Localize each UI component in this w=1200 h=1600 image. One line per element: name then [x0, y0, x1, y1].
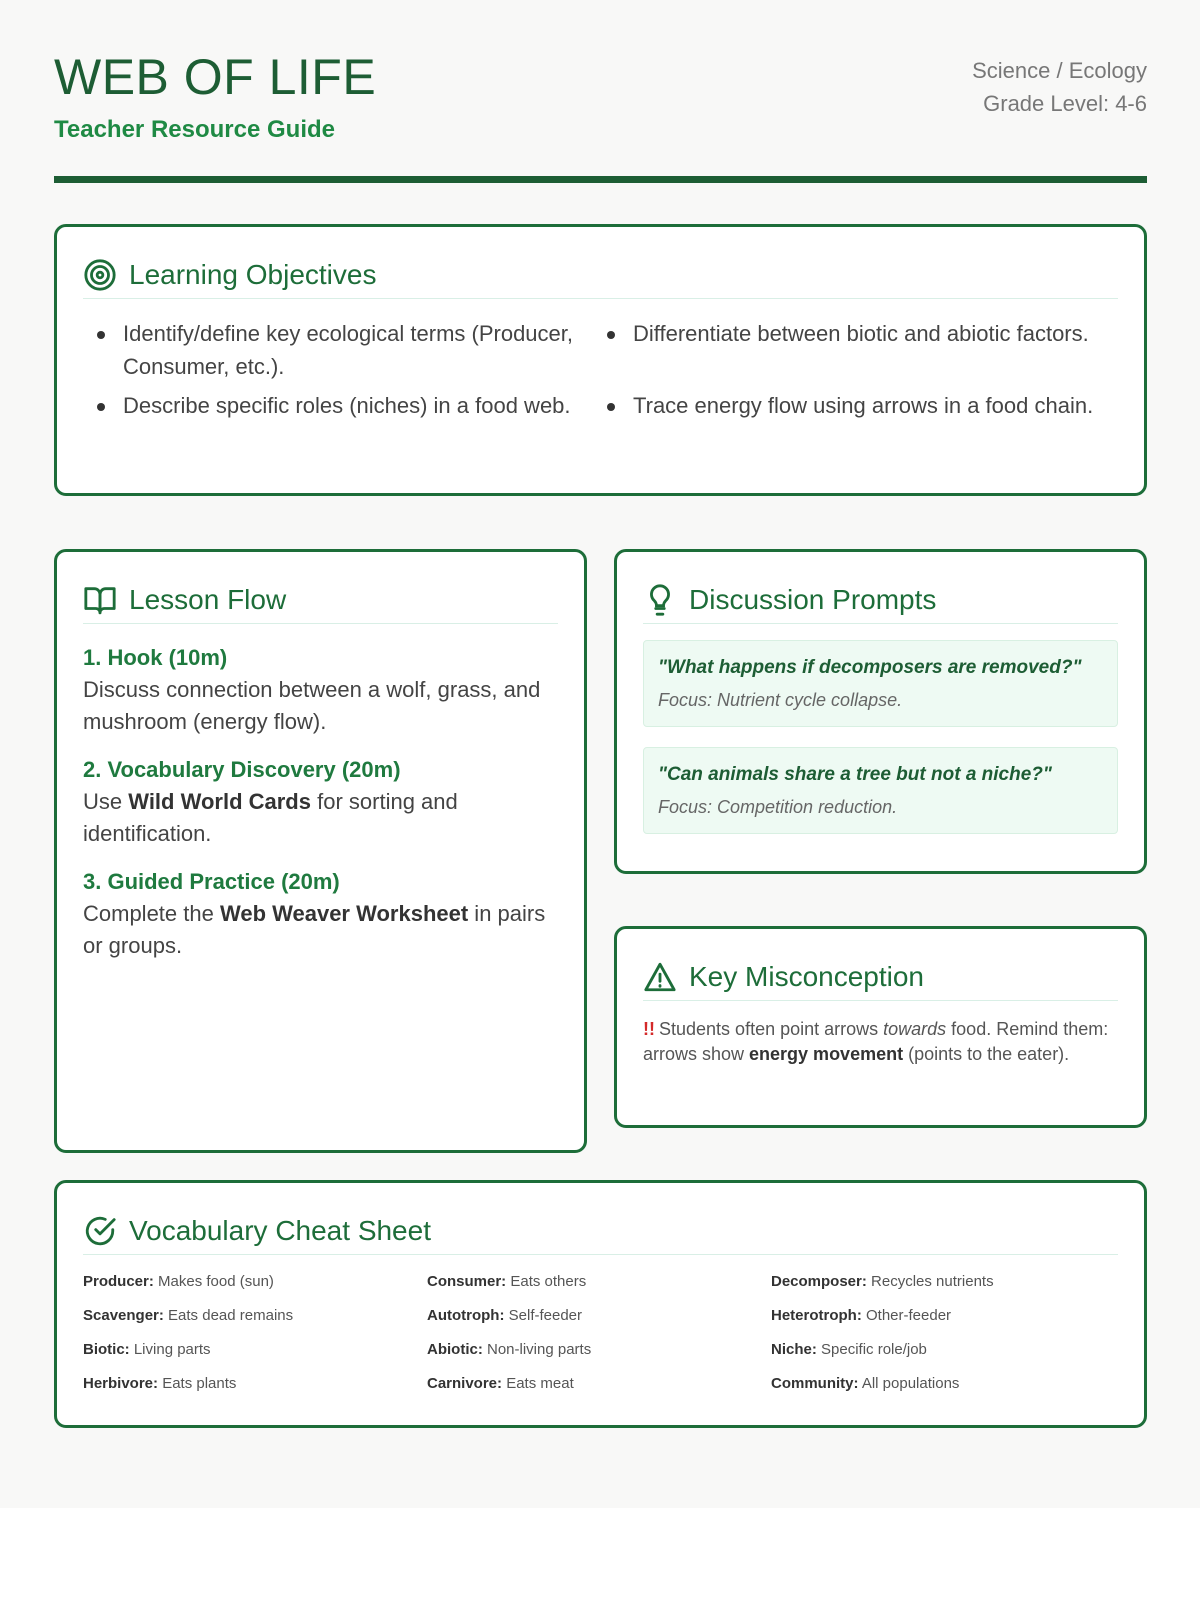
vocab-term: Producer: Makes food (sun)	[83, 1273, 274, 1290]
misconception-text: !! Students often point arrows towards food. Remind them: arrows show energy movement (points to the eater).	[643, 1019, 1109, 1064]
document-meta	[972, 54, 1147, 120]
prompt-question: "What happens if decomposers are removed?"	[658, 657, 1082, 678]
lightbulb-icon	[643, 583, 677, 617]
step-title: 2. Vocabulary Discovery (20m)	[83, 757, 401, 782]
warning-icon	[643, 960, 677, 994]
vocab-term: Autotroph: Self-feeder	[427, 1307, 583, 1324]
prompt-focus: Focus: Competition reduction.	[658, 797, 898, 817]
document-subtitle: Teacher Resource Guide	[54, 116, 335, 143]
objective-item: Describe specific roles (niches) in a food web.	[95, 389, 605, 422]
lesson-step	[83, 642, 558, 738]
document-title: WEB OF LIFE	[54, 49, 377, 105]
lesson-step	[83, 866, 558, 962]
prompt-focus: Focus: Nutrient cycle collapse.	[658, 690, 903, 710]
resource-name: Web Weaver Worksheet	[219, 901, 469, 926]
vocab-term: Carnivore: Eats meat	[427, 1375, 574, 1392]
learning-objectives-card	[54, 224, 1147, 496]
vocab-term: Abiotic: Non-living parts	[427, 1341, 592, 1358]
vocab-term: Community: All populations	[771, 1375, 960, 1392]
discussion-prompt	[643, 640, 1118, 727]
lesson-flow-card	[54, 549, 587, 1153]
card-title: Key Misconception	[689, 960, 925, 992]
discussion-prompts-card	[614, 549, 1147, 874]
document-header	[54, 48, 1147, 186]
objective-item: Trace energy flow using arrows in a food chain.	[605, 389, 1115, 422]
grade-label: Grade Level: 4-6	[983, 91, 1147, 116]
subject-label: Science / Ecology	[972, 58, 1147, 83]
target-icon	[83, 258, 117, 292]
card-header	[643, 576, 1118, 624]
header-divider	[54, 176, 1147, 183]
step-body: Complete the Web Weaver Worksheet in pairs or groups.	[83, 901, 546, 958]
vocab-term: Niche: Specific role/job	[771, 1341, 927, 1358]
book-icon	[83, 583, 117, 617]
vocab-term: Biotic: Living parts	[83, 1341, 211, 1358]
card-header	[643, 953, 1118, 1001]
vocab-term: Herbivore: Eats plants	[83, 1375, 237, 1392]
vocabulary-list	[83, 1269, 1118, 1396]
lesson-steps	[83, 642, 558, 962]
resource-name: Wild World Cards	[128, 789, 311, 814]
step-title: 3. Guided Practice (20m)	[83, 869, 340, 894]
lesson-step	[83, 754, 558, 850]
card-title: Vocabulary Cheat Sheet	[129, 1214, 431, 1246]
card-title: Lesson Flow	[129, 583, 287, 615]
discussion-prompt	[643, 747, 1118, 834]
vocab-term: Decomposer: Recycles nutrients	[771, 1273, 994, 1290]
key-misconception-card	[614, 926, 1147, 1128]
step-body: Discuss connection between a wolf, grass, and mushroom (energy flow).	[83, 677, 541, 734]
card-header	[83, 1207, 1118, 1255]
check-circle-icon	[83, 1214, 117, 1248]
prompt-question: "Can animals share a tree but not a niche?"	[658, 764, 1052, 785]
card-header	[83, 576, 558, 624]
objective-item: Differentiate between biotic and abiotic factors.	[605, 317, 1115, 383]
vocab-term: Consumer: Eats others	[427, 1273, 587, 1290]
vocab-term: Heterotroph: Other-feeder	[771, 1307, 952, 1324]
step-title: 1. Hook (10m)	[83, 645, 228, 670]
vocab-term: Scavenger: Eats dead remains	[83, 1307, 294, 1324]
card-title: Learning Objectives	[129, 258, 377, 290]
vocabulary-cheat-sheet-card	[54, 1180, 1147, 1428]
card-header	[83, 251, 1118, 299]
alert-marker: !!	[643, 1019, 655, 1039]
card-title: Discussion Prompts	[689, 583, 937, 615]
objective-item: Identify/define key ecological terms (Producer, Consumer, etc.).	[95, 317, 605, 383]
objectives-list	[95, 317, 1118, 428]
step-body: Use Wild World Cards for sorting and identification.	[83, 789, 458, 846]
